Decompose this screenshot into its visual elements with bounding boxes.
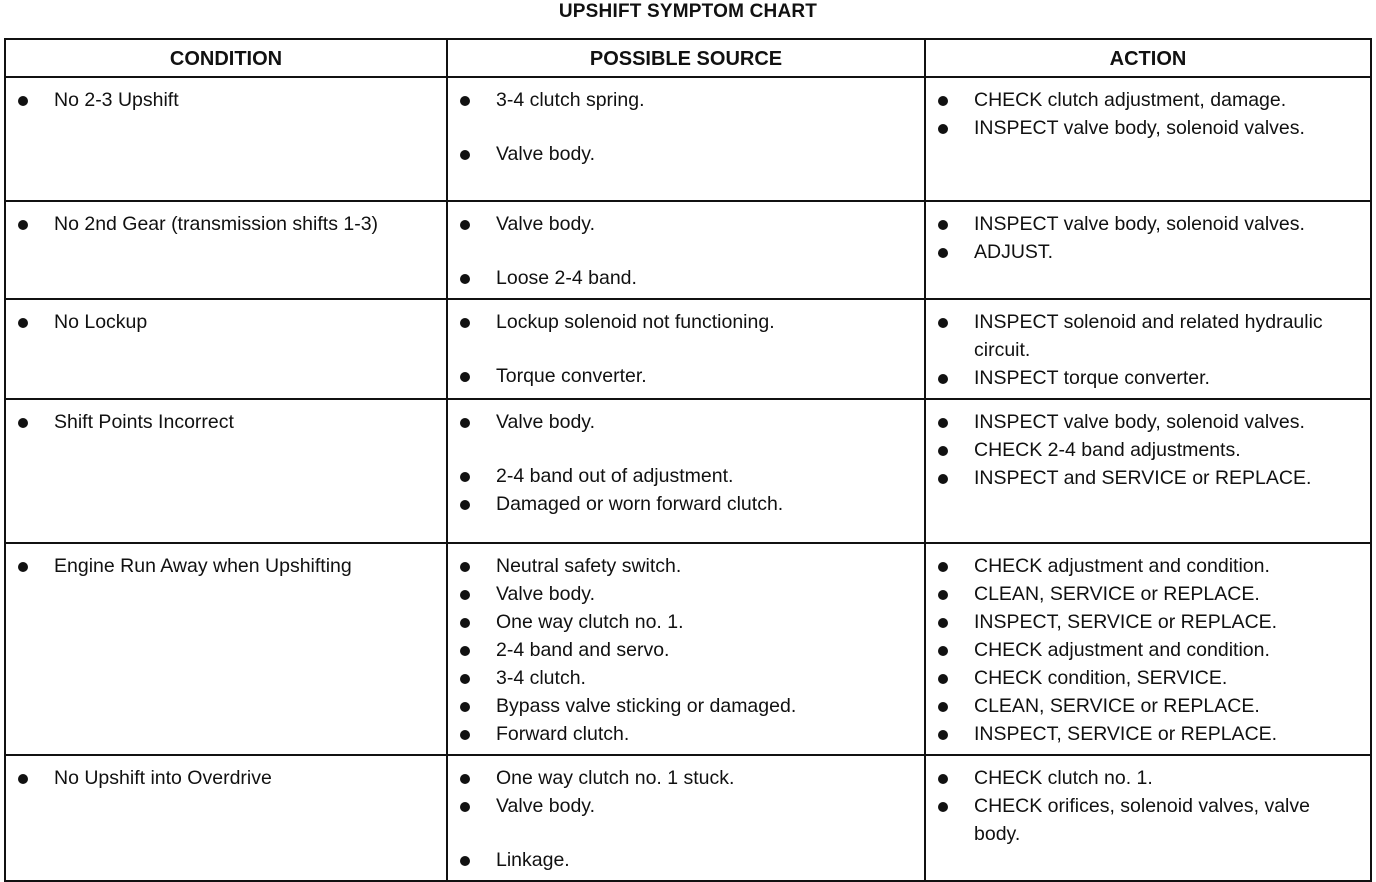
action-item: CHECK clutch no. 1. [934, 764, 1360, 792]
bullet-icon [460, 220, 470, 230]
bullet-icon [938, 220, 948, 230]
action-item: INSPECT, SERVICE or REPLACE. [934, 720, 1360, 748]
source-item: 2-4 band out of adjustment. [456, 462, 914, 490]
bullet-icon [938, 646, 948, 656]
action-cell [925, 201, 1371, 299]
source-item: 3-4 clutch spring. [456, 86, 914, 114]
action-item: CHECK clutch adjustment, damage. [934, 86, 1360, 114]
source-item: Forward clutch. [456, 720, 914, 748]
condition-cell [5, 201, 447, 299]
condition-cell [5, 399, 447, 543]
bullet-icon [460, 562, 470, 572]
source-item: Valve body. [456, 210, 914, 238]
condition-item: No 2-3 Upshift [14, 86, 436, 114]
action-item: CHECK condition, SERVICE. [934, 664, 1360, 692]
action-item: CHECK orifices, solenoid valves, valve body. [934, 792, 1360, 848]
bullet-icon [460, 674, 470, 684]
table-row [5, 77, 1371, 201]
bullet-icon [938, 702, 948, 712]
bullet-icon [460, 774, 470, 784]
bullet-icon [938, 802, 948, 812]
bullet-icon [18, 220, 28, 230]
bullet-icon [460, 802, 470, 812]
bullet-icon [460, 274, 470, 284]
header-row [5, 39, 1371, 77]
condition-item: No Lockup [14, 308, 436, 336]
action-item: INSPECT valve body, solenoid valves. [934, 114, 1360, 142]
source-item: Linkage. [456, 846, 914, 874]
condition-item: No 2nd Gear (transmission shifts 1-3) [14, 210, 436, 238]
bullet-icon [18, 562, 28, 572]
source-cell [447, 399, 925, 543]
chart-title: UPSHIFT SYMPTOM CHART [558, 1, 818, 22]
bullet-icon [18, 96, 28, 106]
bullet-icon [460, 702, 470, 712]
condition-cell [5, 755, 447, 881]
bullet-icon [938, 418, 948, 428]
source-item: Valve body. [456, 792, 914, 820]
source-cell [447, 543, 925, 755]
bullet-icon [460, 500, 470, 510]
bullet-icon [460, 96, 470, 106]
condition-cell [5, 299, 447, 399]
symptom-table [4, 38, 1372, 882]
action-item: INSPECT torque converter. [934, 364, 1360, 392]
bullet-icon [460, 618, 470, 628]
source-item: Bypass valve sticking or damaged. [456, 692, 914, 720]
source-cell [447, 299, 925, 399]
bullet-icon [18, 774, 28, 784]
action-cell [925, 299, 1371, 399]
bullet-icon [460, 646, 470, 656]
header-action: ACTION [925, 39, 1371, 77]
source-item: Torque converter. [456, 362, 914, 390]
action-item: INSPECT valve body, solenoid valves. [934, 210, 1360, 238]
source-item: One way clutch no. 1. [456, 608, 914, 636]
bullet-icon [938, 124, 948, 134]
action-cell [925, 543, 1371, 755]
source-item: Lockup solenoid not functioning. [456, 308, 914, 336]
bullet-icon [938, 674, 948, 684]
condition-cell [5, 77, 447, 201]
action-item: CHECK adjustment and condition. [934, 552, 1360, 580]
table-row [5, 399, 1371, 543]
source-cell [447, 201, 925, 299]
source-item: Valve body. [456, 580, 914, 608]
header-condition: CONDITION [5, 39, 447, 77]
action-item: INSPECT and SERVICE or REPLACE. [934, 464, 1360, 492]
bullet-icon [18, 318, 28, 328]
bullet-icon [460, 372, 470, 382]
source-item: One way clutch no. 1 stuck. [456, 764, 914, 792]
bullet-icon [460, 730, 470, 740]
source-item: Neutral safety switch. [456, 552, 914, 580]
bullet-icon [938, 562, 948, 572]
source-item: Valve body. [456, 140, 914, 168]
condition-item: Engine Run Away when Upshifting [14, 552, 436, 580]
bullet-icon [938, 618, 948, 628]
condition-item: No Upshift into Overdrive [14, 764, 436, 792]
action-item: INSPECT solenoid and related hydraulic circuit. [934, 308, 1360, 364]
source-item: Loose 2-4 band. [456, 264, 914, 292]
bullet-icon [18, 418, 28, 428]
bullet-icon [938, 590, 948, 600]
action-cell [925, 77, 1371, 201]
action-item: CLEAN, SERVICE or REPLACE. [934, 692, 1360, 720]
source-cell [447, 755, 925, 881]
bullet-icon [938, 730, 948, 740]
bullet-icon [460, 418, 470, 428]
bullet-icon [938, 474, 948, 484]
action-cell [925, 755, 1371, 881]
table-row [5, 543, 1371, 755]
source-item: Valve body. [456, 408, 914, 436]
source-item: 3-4 clutch. [456, 664, 914, 692]
bullet-icon [938, 96, 948, 106]
table-row [5, 299, 1371, 399]
action-item: CLEAN, SERVICE or REPLACE. [934, 580, 1360, 608]
bullet-icon [938, 374, 948, 384]
source-item: 2-4 band and servo. [456, 636, 914, 664]
header-possible-source: POSSIBLE SOURCE [447, 39, 925, 77]
bullet-icon [460, 318, 470, 328]
source-item: Damaged or worn forward clutch. [456, 490, 914, 518]
symptom-table-container [4, 38, 1370, 871]
action-item: ADJUST. [934, 238, 1360, 266]
bullet-icon [938, 318, 948, 328]
source-cell [447, 77, 925, 201]
bullet-icon [460, 472, 470, 482]
action-item: CHECK 2-4 band adjustments. [934, 436, 1360, 464]
condition-item: Shift Points Incorrect [14, 408, 436, 436]
action-cell [925, 399, 1371, 543]
bullet-icon [938, 248, 948, 258]
bullet-icon [938, 446, 948, 456]
action-item: INSPECT valve body, solenoid valves. [934, 408, 1360, 436]
table-row [5, 755, 1371, 881]
condition-cell [5, 543, 447, 755]
bullet-icon [460, 150, 470, 160]
action-item: CHECK adjustment and condition. [934, 636, 1360, 664]
bullet-icon [460, 590, 470, 600]
action-item: INSPECT, SERVICE or REPLACE. [934, 608, 1360, 636]
bullet-icon [938, 774, 948, 784]
bullet-icon [460, 856, 470, 866]
table-row [5, 201, 1371, 299]
